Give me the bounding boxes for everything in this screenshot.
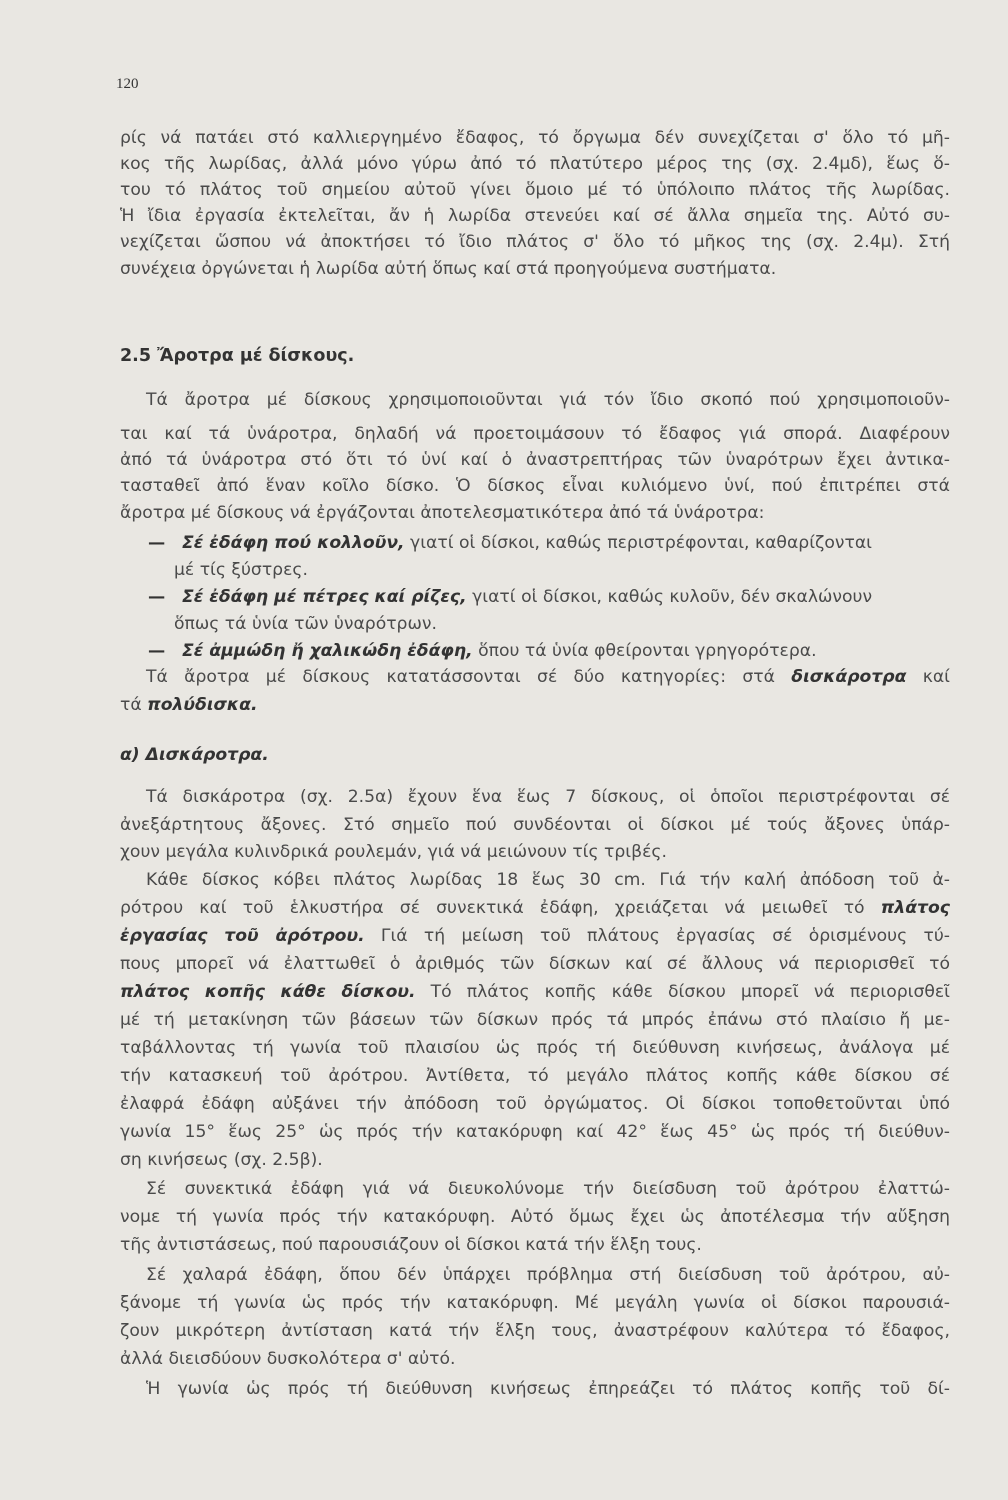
bold-term: πλάτος — [880, 898, 950, 918]
bold-term: ἐργασίας τοῦ ἀρότρου. — [120, 926, 365, 946]
text-line: νεχίζεται ὥσπου νά ἀποκτήσει τό ἴδιο πλάτος σ' ὅλο τό μῆκος της (σχ. 2.4μ). Στή — [120, 232, 950, 252]
list-item — [120, 585, 950, 609]
text-line: Κάθε δίσκος κόβει πλάτος λωρίδας 18 ἕως 30 cm. Γιά τήν καλή ἀπόδοση τοῦ ἀ- — [146, 870, 950, 890]
text-line: Τά δισκάροτρα (σχ. 2.5α) ἔχουν ἕνα ἕως 7 δίσκους, οἱ ὁποῖοι περιστρέφονται σέ — [146, 787, 950, 807]
text-run: Γιά τή μείωση τοῦ πλάτους ἐργασίας σέ ὁρισμένους τύ- — [364, 926, 950, 946]
bold-term: δισκάροτρα — [791, 667, 907, 687]
text-line — [120, 896, 950, 920]
text-line: ζουν μικρότερη ἀντίσταση κατά τήν ἕλξη τους, ἀναστρέφουν καλύτερα τό ἔδαφος, — [120, 1321, 950, 1341]
text-line: Ἡ γωνία ὡς πρός τή διεύθυνση κινήσεως ἐπηρεάζει τό πλάτος κοπῆς τοῦ δί- — [146, 1379, 950, 1399]
list-item — [120, 531, 950, 555]
text-line: γωνία 15° ἕως 25° ὡς πρός τήν κατακόρυφη καί 42° ἕως 45° ὡς πρός τή διεύθυν- — [120, 1122, 950, 1142]
text-line: χουν μεγάλα κυλινδρικά ρουλεμάν, γιά νά μειώνουν τίς τριβές. — [120, 842, 667, 862]
text-line: συνέχεια ὀργώνεται ἡ λωρίδα αὐτή ὅπως καί στά προηγούμενα συστήματα. — [120, 259, 777, 279]
section-heading: 2.5 Ἄροτρα μέ δίσκους. — [120, 346, 355, 366]
text-line: του τό πλάτος τοῦ σημείου αὐτοῦ γίνει ὅμοιο μέ τό ὑπόλοιπο πλάτος τῆς λωρίδας. — [120, 180, 950, 200]
text-line — [120, 693, 950, 717]
text-run: Τά ἄροτρα μέ δίσκους κατατάσσονται σέ δύο κατηγορίες: στά — [146, 667, 792, 687]
text-line — [120, 924, 950, 948]
text-line: ἀνεξάρτητους ἄξονες. Στό σημεῖο πού συνδέονται οἱ δίσκοι μέ τούς ἄξονες ὑπάρ- — [120, 815, 950, 835]
text-line: νομε τή γωνία πρός τήν κατακόρυφη. Αὐτό ὅμως ἔχει ὡς ἀποτέλεσμα τήν αὔξηση — [120, 1207, 950, 1227]
text-line — [146, 665, 950, 689]
text-line: κος τῆς λωρίδας, ἀλλά μόνο γύρω ἀπό τό πλατύτερο μέρος της (σχ. 2.4μδ), ἕως ὅ- — [120, 154, 950, 174]
text-line: τήν κατασκευή τοῦ ἀρότρου. Ἀντίθετα, τό μεγάλο πλάτος κοπῆς κάθε δίσκου σέ — [120, 1066, 950, 1086]
text-line: ἀπό τά ὑνάροτρα στό ὅτι τό ὑνί καί ὁ ἀναστρεπτήρας τῶν ὑναρότρων ἔχει ἀντικα- — [120, 450, 950, 470]
text-line: ἄροτρα μέ δίσκους νά ἐργάζονται ἀποτελεσματικότερα ἀπό τά ὑνάροτρα: — [120, 503, 765, 523]
dash: — — [148, 641, 166, 661]
text-line: ση κινήσεως (σχ. 2.5β). — [120, 1150, 323, 1170]
text-line: ξάνομε τή γωνία ὡς πρός τήν κατακόρυφη. Μέ μεγάλη γωνία οἱ δίσκοι παρουσιά- — [120, 1293, 950, 1313]
text-line: πους μπορεῖ νά ἐλαττωθεῖ ὁ ἀριθμός τῶν δίσκων καί σέ ἄλλους νά περιορισθεῖ τό — [120, 954, 950, 974]
list-text: γιατί οἱ δίσκοι, καθώς κυλοῦν, δέν σκαλώνουν — [466, 587, 873, 607]
text-line: ἀλλά διεισδύουν δυσκολότερα σ' αὐτό. — [120, 1349, 456, 1369]
bold-term: Σέ ἐδάφη μέ πέτρες καί ρίζες, — [182, 587, 467, 607]
text-line: ρίς νά πατάει στό καλλιεργημένο ἔδαφος, τό ὄργωμα δέν συνεχίζεται σ' ὅλο τό μῆ- — [120, 128, 950, 148]
text-run: ρότρου καί τοῦ ἑλκυστήρα σέ συνεκτικά ἐδάφη, χρειάζεται νά μειωθεῖ τό — [120, 898, 881, 918]
text-line — [120, 980, 950, 1004]
subheading: α) Δισκάροτρα. — [120, 745, 269, 765]
text-line: ταβάλλοντας τή γωνία τοῦ πλαισίου ὡς πρός τή διεύθυνση κινήσεως, ἀνάλογα μέ — [120, 1038, 950, 1058]
bold-term: Σέ ἀμμώδη ἤ χαλικώδη ἐδάφη, — [182, 641, 473, 661]
text-line: Σέ συνεκτικά ἐδάφη γιά νά διευκολύνομε τήν διείσδυση τοῦ ἀρότρου ἐλαττώ- — [146, 1179, 950, 1199]
text-run: καί — [906, 667, 950, 687]
text-line: ἐλαφρά ἐδάφη αὐξάνει τήν ἀπόδοση τοῦ ὀργώματος. Οἱ δίσκοι τοποθετοῦνται ὑπό — [120, 1094, 950, 1114]
page-number: 120 — [116, 76, 139, 92]
bold-term: Σέ ἐδάφη πού κολλοῦν, — [182, 533, 405, 553]
dash: — — [148, 533, 166, 553]
dash: — — [148, 587, 166, 607]
list-text: ὅπου τά ὑνία φθείρονται γρηγορότερα. — [472, 641, 817, 661]
text-run: τά — [120, 695, 148, 715]
text-run: Τό πλάτος κοπῆς κάθε δίσκου μπορεῖ νά περιορισθεῖ — [415, 982, 950, 1002]
text-line: τασταθεῖ ἀπό ἕναν κοῖλο δίσκο. Ὁ δίσκος εἶναι κυλιόμενο ὑνί, πού ἐπιτρέπει στά — [120, 476, 950, 496]
bold-term: πολύδισκα. — [147, 695, 258, 715]
list-item — [120, 639, 950, 663]
text-line: τῆς ἀντιστάσεως, πού παρουσιάζουν οἱ δίσκοι κατά τήν ἕλξη τους. — [120, 1235, 702, 1255]
text-line: Τά ἄροτρα μέ δίσκους χρησιμοποιοῦνται γιά τόν ἴδιο σκοπό πού χρησιμοποιοῦν- — [146, 390, 950, 410]
text-line: ται καί τά ὑνάροτρα, δηλαδή νά προετοιμάσουν τό ἔδαφος γιά σπορά. Διαφέρουν — [120, 424, 950, 444]
list-item-continuation: μέ τίς ξύστρες. — [174, 560, 308, 580]
list-text: γιατί οἱ δίσκοι, καθώς περιστρέφονται, καθαρίζονται — [404, 533, 872, 553]
text-line: Ἡ ἴδια ἐργασία ἐκτελεῖται, ἄν ἡ λωρίδα στενεύει καί σέ ἄλλα σημεῖα της. Αὐτό συ- — [120, 206, 950, 226]
bold-term: πλάτος κοπῆς κάθε δίσκου. — [120, 982, 416, 1002]
list-item-continuation: ὅπως τά ὑνία τῶν ὑναρότρων. — [174, 614, 437, 634]
text-line: Σέ χαλαρά ἐδάφη, ὅπου δέν ὑπάρχει πρόβλημα στή διείσδυση τοῦ ἀρότρου, αὐ- — [146, 1265, 950, 1285]
text-line: μέ τή μετακίνηση τῶν βάσεων τῶν δίσκων πρός τά μπρός ἐπάνω στό πλαίσιο ἤ με- — [120, 1010, 950, 1030]
